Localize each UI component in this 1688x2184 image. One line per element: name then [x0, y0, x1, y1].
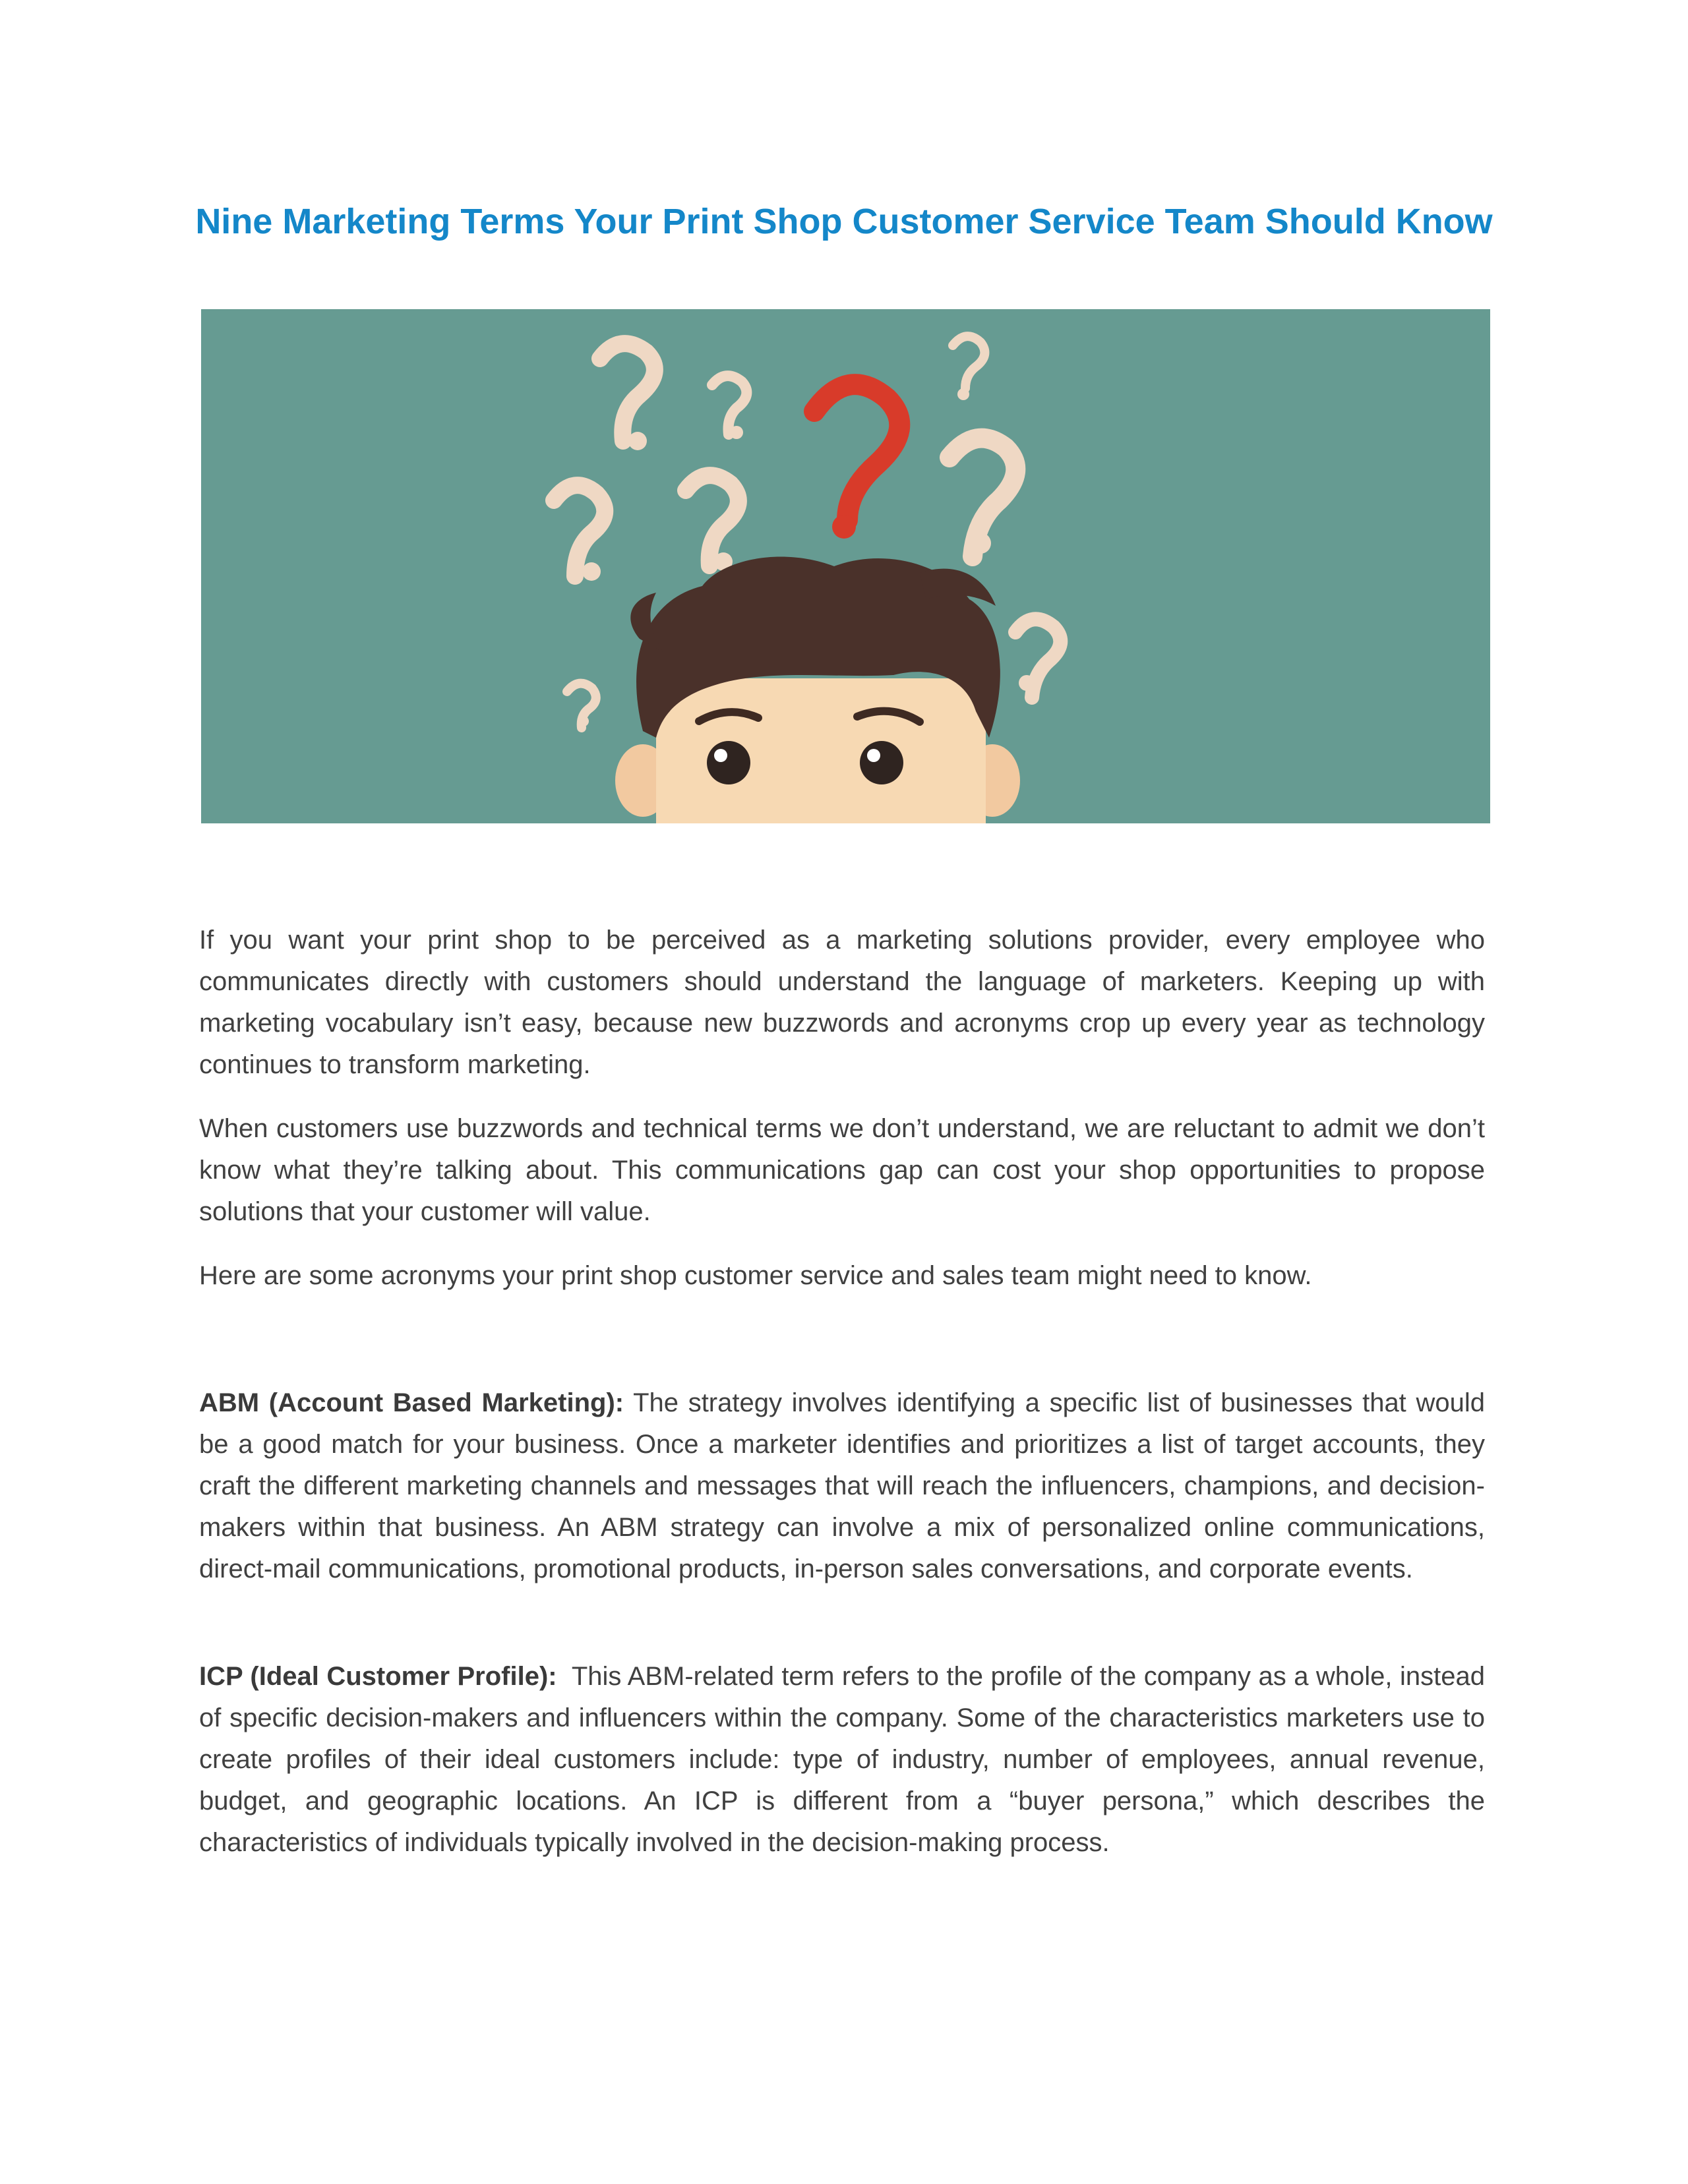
- term-entry-abm: [199, 1382, 1485, 1590]
- term-definition: The strategy involves identifying a specific list of businesses that would be a good match for your business. Once a marketer identifies and prioritizes a list of target accounts, they craft the different marketing channels and messages that will reach the influencers, champions, and decision-makers within that business. An ABM strategy can involve a mix of personalized online communications, direct-mail communications, promotional products, in-person sales conversations, and corporate events.: [199, 1388, 1485, 1583]
- intro-paragraph: Here are some acronyms your print shop customer service and sales team might need to know.: [199, 1261, 1312, 1290]
- hero-image: [201, 309, 1490, 823]
- intro-paragraph: When customers use buzzwords and technical terms we don’t understand, we are reluctant to admit we don’t know what they’re talking about. This communications gap can cost your shop opportunities to propose solutions that your customer will value.: [199, 1114, 1485, 1226]
- confused-man-illustration: [201, 309, 1490, 823]
- term-definition: This ABM-related term refers to the profile of the company as a whole, instead of specific decision-makers and influencers within the company. Some of the characteristics marketers use to create profiles of their ideal customers include: type of industry, number of employees, annual revenue, budget, and geographic locations. An ICP is different from a “buyer persona,” which describes the characteristics of individuals typically involved in the decision-making process.: [199, 1662, 1485, 1857]
- term-name: ICP (Ideal Customer Profile):: [199, 1662, 557, 1691]
- document-body: [199, 920, 1485, 1930]
- document-title: Nine Marketing Terms Your Print Shop Customer Service Team Should Know: [195, 202, 1493, 241]
- term-entry-icp: [199, 1656, 1485, 1864]
- term-name: ABM (Account Based Marketing):: [199, 1388, 624, 1417]
- intro-paragraph: If you want your print shop to be perceived as a marketing solutions provider, every employee who communicates directly with customers should understand the language of marketers. Keeping up with marketing vocabulary isn’t easy, because new buzzwords and acronyms crop up every year as technology continues to transform marketing.: [199, 926, 1485, 1079]
